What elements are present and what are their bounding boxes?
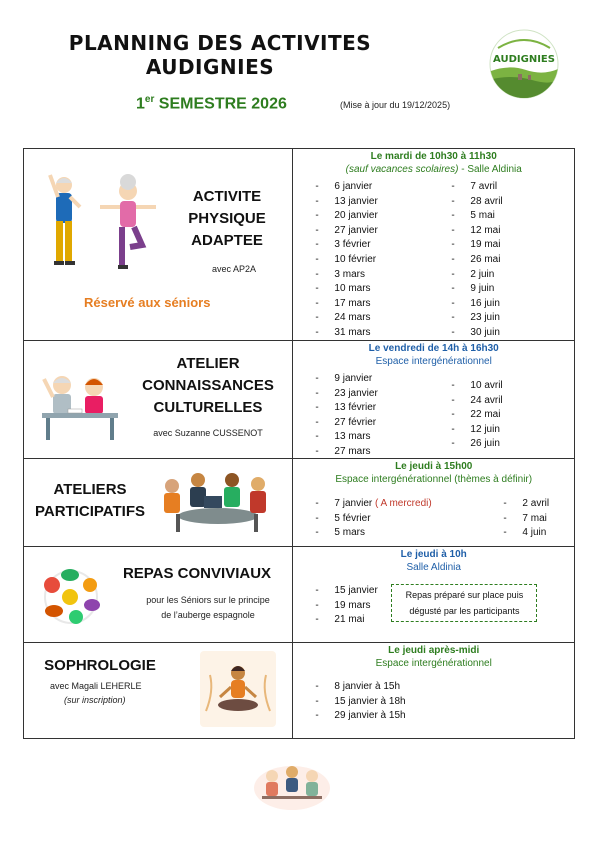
date-item: - 13 février: [315, 401, 377, 416]
activity-subtitle: avec Magali LEHERLE: [50, 681, 142, 691]
schedule-title: Le vendredi de 14h à 16h30: [368, 343, 499, 354]
schedule-title: Le jeudi à 15h00: [395, 461, 473, 472]
activity-subtitle: pour les Séniors sur le principe de l’auberge espagnole: [146, 595, 270, 620]
date-item: - 9 janvier: [315, 372, 377, 387]
date-item: - 10 avril: [451, 379, 502, 394]
dates-list-2: [451, 379, 502, 452]
activity-title: ATELIER CONNAISSANCES CULTURELLES: [142, 355, 274, 416]
schedule-title: Le jeudi à 10h: [400, 549, 467, 560]
date-item: - 5 mai: [451, 209, 502, 224]
dates-list-1: [315, 680, 405, 724]
date-item: - 16 juin: [451, 297, 502, 312]
date-item: - 27 janvier: [315, 224, 377, 239]
date-item: - 13 janvier: [315, 195, 377, 210]
activity-subtitle: avec AP2A: [211, 264, 257, 274]
date-item: - 6 janvier: [315, 180, 377, 195]
schedule-location: (sauf vacances scolaires) - Salle Aldinia: [345, 164, 522, 175]
date-item: - 21 mai: [315, 613, 377, 628]
schedule-location: Espace intergénérationnel (thèmes à définir): [335, 474, 533, 485]
activity-subtitle: avec Suzanne CUSSENOT: [153, 428, 263, 438]
date-item: - 4 juin: [503, 526, 549, 541]
date-item: - 5 mars: [315, 526, 431, 541]
dates-list-1: [315, 372, 377, 460]
reserved-note: Réservé aux séniors: [84, 295, 211, 310]
date-item: - 27 mars: [315, 445, 377, 460]
date-item: - 22 mai: [451, 408, 502, 423]
date-item: - 10 février: [315, 253, 377, 268]
date-item: - 29 janvier à 15h: [315, 709, 405, 724]
semester-label: 1er SEMESTRE 2026: [136, 94, 287, 113]
activity-title: ACTIVITE PHYSIQUE ADAPTEE: [188, 188, 266, 249]
page-title: PLANNING DES ACTIVITES: [68, 31, 372, 55]
dates-list-1: [315, 497, 431, 541]
logo-text: AUDIGNIES: [493, 54, 555, 65]
date-item: - 19 mars: [315, 599, 377, 614]
schedule-location: Espace intergénérationnel: [375, 356, 492, 367]
activities-table: [23, 148, 575, 739]
seniors-gathering-icon: [252, 756, 332, 817]
date-item: - 26 mai: [451, 253, 502, 268]
dates-list-2: [503, 497, 549, 541]
update-date: (Mise à jour du 19/12/2025): [340, 100, 451, 110]
date-item: - 7 mai: [503, 512, 549, 527]
dates-list-1: [315, 180, 377, 341]
date-item: - 3 mars: [315, 268, 377, 283]
group-meeting-icon: [154, 466, 282, 541]
date-item: - 23 juin: [451, 311, 502, 326]
healthy-food-icon: [36, 565, 106, 634]
page-subtitle: AUDIGNIES: [145, 55, 275, 79]
activity-row: [24, 341, 575, 459]
date-item: - 17 mars: [315, 297, 377, 312]
dates-list-2: [451, 180, 502, 341]
date-item: - 2 avril: [503, 497, 549, 512]
date-item: - 28 avril: [451, 195, 502, 210]
date-item: - 23 janvier: [315, 387, 377, 402]
date-item: - 26 juin: [451, 437, 502, 452]
dates-list-1: [315, 584, 377, 628]
activity-title: REPAS CONVIVIAUX: [122, 565, 272, 582]
seniors-exercising-icon: [42, 171, 162, 280]
date-item: - 20 janvier: [315, 209, 377, 224]
date-item: - 5 février: [315, 512, 431, 527]
activity-title: SOPHROLOGIE: [44, 657, 156, 674]
date-item: - 12 mai: [451, 224, 502, 239]
date-item: - 7 janvier ( A mercredi): [315, 497, 431, 512]
schedule-title: Le jeudi après-midi: [388, 645, 480, 656]
date-item: - 24 mars: [315, 311, 377, 326]
date-item: - 15 janvier: [315, 584, 377, 599]
activity-row: [24, 547, 575, 643]
date-item: - 19 mai: [451, 238, 502, 253]
activity-row: [24, 459, 575, 547]
date-item: - 9 juin: [451, 282, 502, 297]
schedule-title: Le mardi de 10h30 à 11h30: [370, 151, 497, 162]
audignies-logo: [488, 28, 560, 100]
date-item: - 10 mars: [315, 282, 377, 297]
schedule-location: Salle Aldinia: [406, 562, 461, 573]
date-item: - 31 mars: [315, 326, 377, 341]
date-item: - 27 février: [315, 416, 377, 431]
date-item: - 12 juin: [451, 423, 502, 438]
date-item: - 30 juin: [451, 326, 502, 341]
date-item: - 15 janvier à 18h: [315, 695, 405, 710]
date-item: - 7 avril: [451, 180, 502, 195]
activity-title: ATELIERS PARTICIPATIFS: [35, 481, 145, 520]
activity-note: (sur inscription): [64, 695, 126, 705]
date-item: - 2 juin: [451, 268, 502, 283]
date-item: - 3 février: [315, 238, 377, 253]
date-item: - 8 janvier à 15h: [315, 680, 405, 695]
date-note: ( A mercredi): [375, 498, 432, 509]
date-item: - 13 mars: [315, 430, 377, 445]
date-item: - 24 avril: [451, 394, 502, 409]
meditation-icon: [200, 651, 276, 732]
activity-row: [24, 149, 575, 341]
seniors-at-table-icon: [38, 371, 120, 448]
meal-info-box: Repas préparé sur place puis dégusté par les participants: [391, 584, 537, 622]
schedule-location: Espace intergénérationnel: [375, 658, 492, 669]
activity-row: [24, 643, 575, 739]
